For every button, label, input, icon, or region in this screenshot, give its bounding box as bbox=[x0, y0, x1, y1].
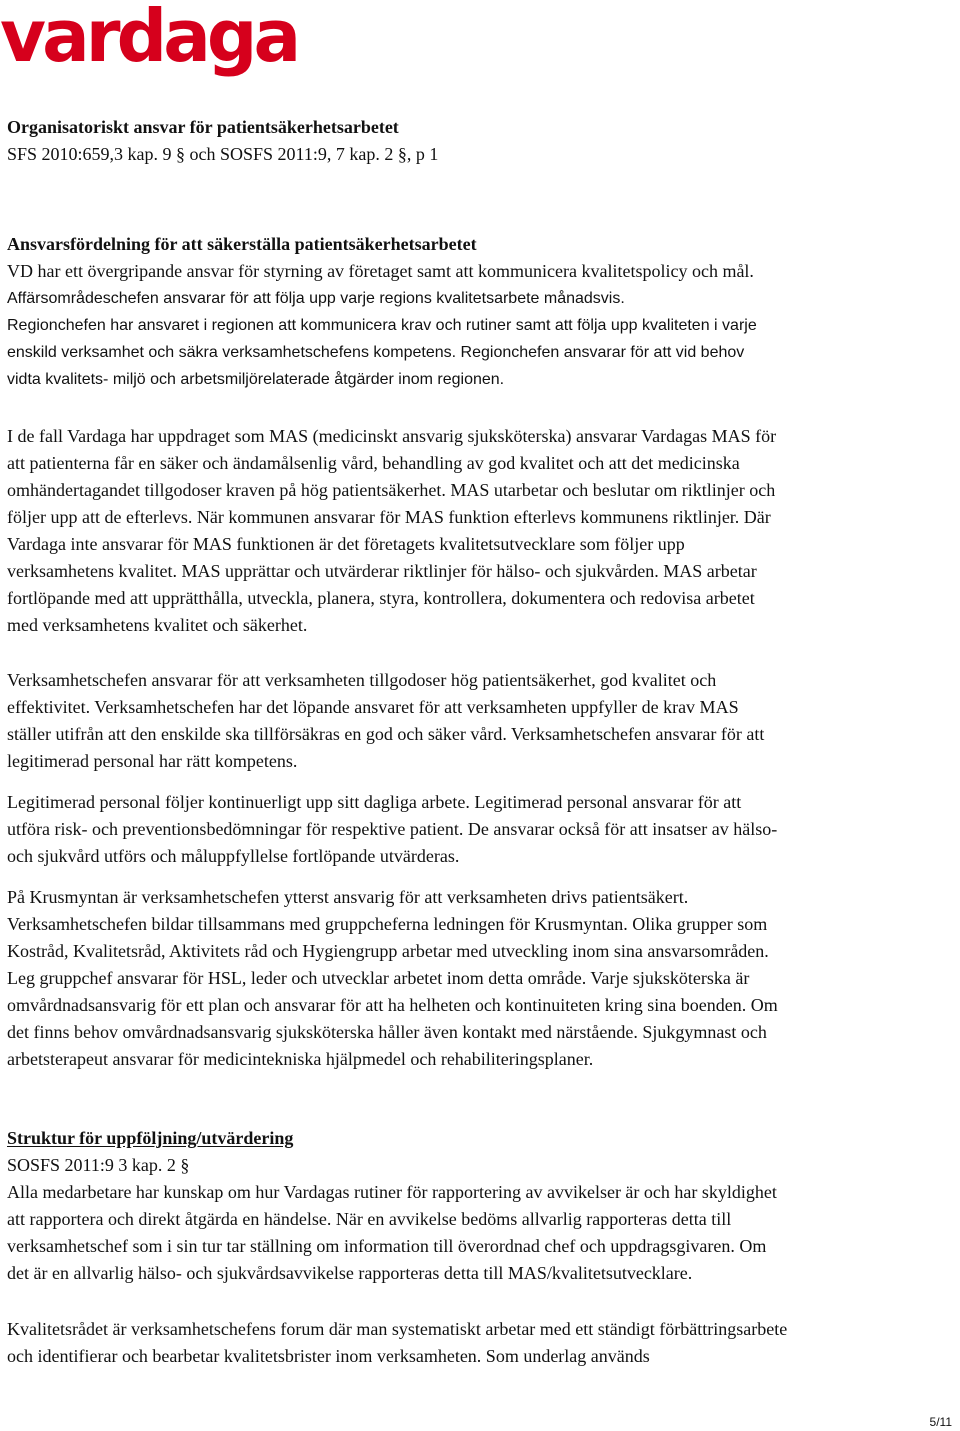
paragraph-line: VD har ett övergripande ansvar för styrning av företaget samt att kommunicera kvalitetspolicy och mål. bbox=[7, 261, 754, 281]
paragraph-line: och identifierar och bearbetar kvalitetsbrister inom verksamheten. Som underlag används bbox=[7, 1346, 650, 1366]
paragraph-kvalitetsradet bbox=[7, 1316, 947, 1370]
paragraph-line: att rapportera och direkt åtgärda en händelse. När en avvikelse bedöms allvarlig rapporteras detta till bbox=[7, 1209, 732, 1229]
paragraph-line: Vardaga inte ansvarar för MAS funktionen är det företagets kvalitetsutvecklare som följer upp bbox=[7, 534, 685, 554]
paragraph-line: effektivitet. Verksamhetschefen har det löpande ansvaret för att verksamheten uppfyller de krav MAS bbox=[7, 697, 739, 717]
paragraph-line: och sjukvård utförs och måluppfyllelse fortlöpande utvärderas. bbox=[7, 846, 460, 866]
paragraph-line: utföra risk- och preventionsbedömningar för respektive patient. De ansvarar också för att insatser av hälso- bbox=[7, 819, 778, 839]
paragraph-line: omvårdnadsansvarig för ett plan och ansvarar för att ha helheten och kontinuiteten kring sina boenden. Om bbox=[7, 995, 778, 1015]
section-title: Organisatoriskt ansvar för patientsäkerhetsarbetet bbox=[7, 117, 399, 137]
paragraph-line: enskild verksamhet och säkra verksamhetschefens kompetens. Regionchefen ansvarar för att vid behov bbox=[7, 344, 745, 361]
paragraph-line: Kostråd, Kvalitetsråd, Aktivitets råd och Hygiengrupp arbetar med utveckling inom sina ansvarsområden. bbox=[7, 941, 769, 961]
paragraph-line: verksamhetens kvalitet. MAS upprättar och utvärderar riktlinjer för hälso- och sjukvården. MAS arbetar bbox=[7, 561, 757, 581]
paragraph-line: I de fall Vardaga har uppdraget som MAS (medicinskt ansvarig sjuksköterska) ansvarar Vardagas MAS för bbox=[7, 426, 777, 446]
section-reference: SFS 2010:659,3 kap. 9 § och SOSFS 2011:9, 7 kap. 2 §, p 1 bbox=[7, 144, 439, 164]
paragraph-line: ställer utifrån att den enskilde ska tillförsäkras en god och säker vård. Verksamhetschefen ansvarar för att bbox=[7, 724, 765, 744]
paragraph-line: Alla medarbetare har kunskap om hur Vardagas rutiner för rapportering av avvikelser är och har skyldighet bbox=[7, 1182, 777, 1202]
section-title: Struktur för uppföljning/utvärdering bbox=[7, 1128, 294, 1148]
paragraph-line: omhändertagandet tillgodoser kraven på hög patientsäkerhet. MAS utarbetar och beslutar om riktlinjer och bbox=[7, 480, 776, 500]
paragraph-line: arbetsterapeut ansvarar för medicintekniska hjälpmedel och rehabiliteringsplaner. bbox=[7, 1049, 594, 1069]
paragraph-mas bbox=[7, 423, 947, 639]
section-struktur-uppfoljning bbox=[7, 1125, 947, 1287]
paragraph-line: det är en allvarlig hälso- och sjukvårdsavvikelse rapporteras detta till MAS/kvalitetsutvecklare. bbox=[7, 1263, 693, 1283]
paragraph-line: legitimerad personal har rätt kompetens. bbox=[7, 751, 298, 771]
paragraph-line: Regionchefen har ansvaret i regionen att kommunicera krav och rutiner samt att följa upp kvaliteten i varje bbox=[7, 317, 757, 334]
paragraph-krusmyntan bbox=[7, 884, 947, 1073]
page-number: 5/11 bbox=[929, 1415, 952, 1429]
paragraph-line: fortlöpande med att upprätthålla, utveckla, planera, styra, kontrollera, dokumentera och redovisa arbetet bbox=[7, 588, 755, 608]
paragraph-line: Verksamhetschefen bildar tillsammans med gruppcheferna ledningen för Krusmyntan. Olika grupper som bbox=[7, 914, 768, 934]
paragraph-verksamhetschef bbox=[7, 667, 947, 775]
paragraph-line: att patienterna får en säker och ändamålsenlig vård, behandling av god kvalitet och att det medicinska bbox=[7, 453, 740, 473]
paragraph-line: Affärsområdeschefen ansvarar för att följa upp varje regions kvalitetsarbete månadsvis. bbox=[7, 290, 625, 307]
section-ansvarsfordelning bbox=[7, 231, 947, 393]
paragraph-line: Leg gruppchef ansvarar för HSL, leder och utvecklar arbetet inom detta område. Varje sjuksköterska är bbox=[7, 968, 750, 988]
paragraph-legitimerad-personal bbox=[7, 789, 947, 870]
section-organisatoriskt-ansvar bbox=[7, 114, 947, 168]
vardaga-logo: vardaga bbox=[0, 0, 298, 78]
paragraph-line: följer upp att de efterlevs. När kommunen ansvarar för MAS funktion efterlevs kommunens riktlinjer. Där bbox=[7, 507, 771, 527]
paragraph-line: Legitimerad personal följer kontinuerligt upp sitt dagliga arbete. Legitimerad personal ansvarar för att bbox=[7, 792, 742, 812]
paragraph-line: Verksamhetschefen ansvarar för att verksamheten tillgodoser hög patientsäkerhet, god kvalitet och bbox=[7, 670, 717, 690]
paragraph-line: verksamhetschef som i sin tur tar ställning om information till överordnad chef och uppdragsgivaren. Om bbox=[7, 1236, 767, 1256]
section-reference: SOSFS 2011:9 3 kap. 2 § bbox=[7, 1155, 190, 1175]
paragraph-line: vidta kvalitets- miljö och arbetsmiljörelaterade åtgärder inom regionen. bbox=[7, 371, 505, 388]
paragraph-line: med verksamhetens kvalitet och säkerhet. bbox=[7, 615, 308, 635]
paragraph-line: det finns behov omvårdnadsansvarig sjuksköterska håller även kontakt med närstående. Sjukgymnast och bbox=[7, 1022, 767, 1042]
paragraph-line: På Krusmyntan är verksamhetschefen ytterst ansvarig för att verksamheten drivs patientsäkert. bbox=[7, 887, 689, 907]
section-title: Ansvarsfördelning för att säkerställa patientsäkerhetsarbetet bbox=[7, 234, 477, 254]
paragraph-line: Kvalitetsrådet är verksamhetschefens forum där man systematiskt arbetar med ett ständigt förbättringsarbete bbox=[7, 1319, 788, 1339]
